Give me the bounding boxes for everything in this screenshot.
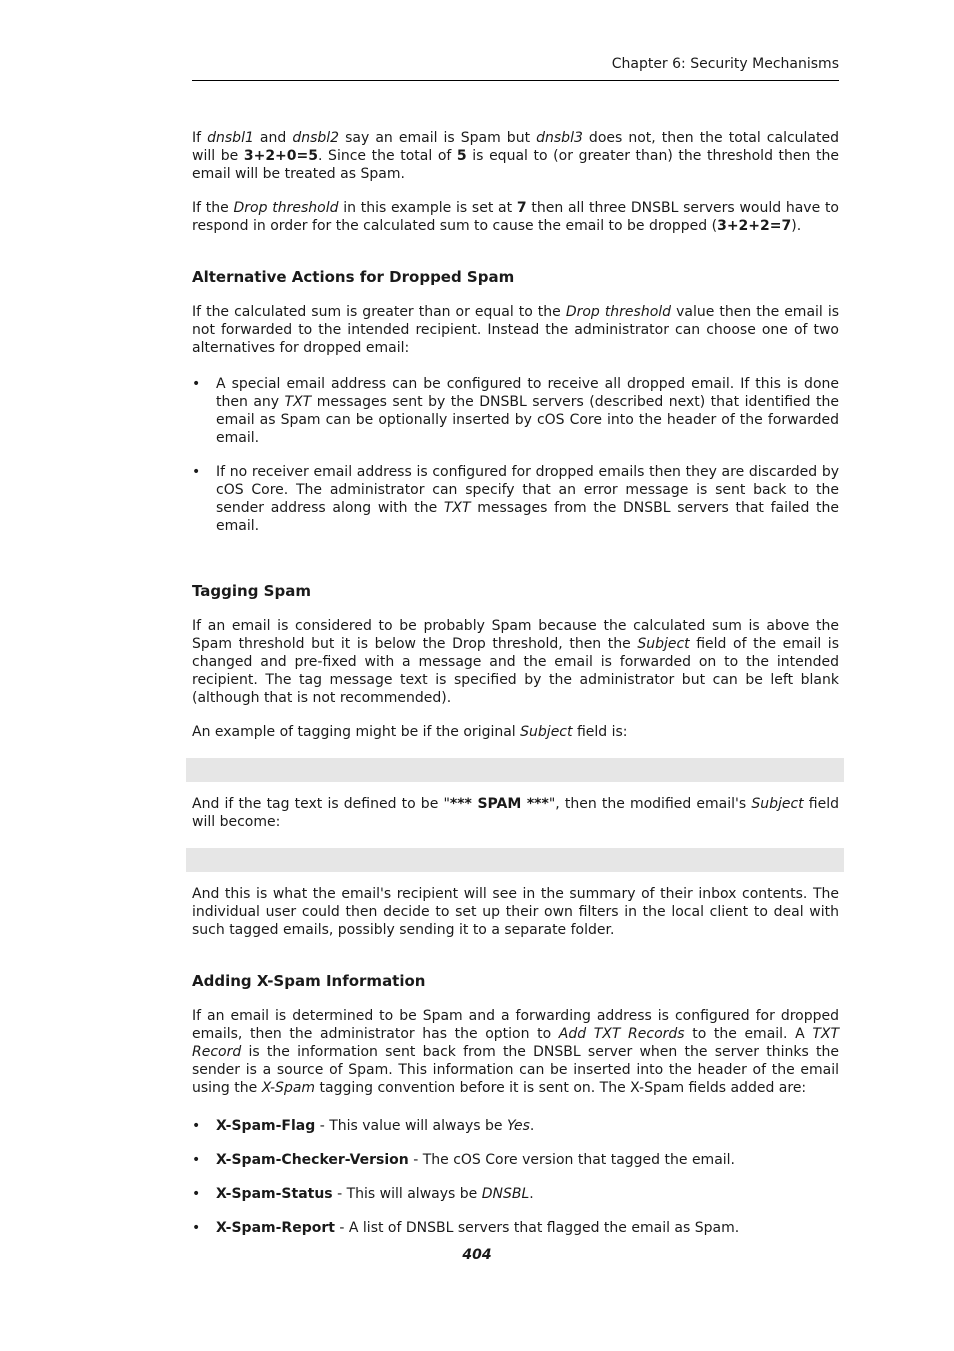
list-item: • A special email address can be configured to receive all dropped email. If this is done then any TXT messages sent by the DNSBL servers (described next) that identified the email as Spam can be optionally inserted by cOS Core into the header of the forwarded email. — [192, 376, 839, 446]
subject-example-box — [186, 758, 844, 782]
list-item: • If no receiver email address is configured for dropped emails then they are discarded by cOS Core. The administrator can specify that an error message is sent back to the sender address along with the TXT messages from the DNSBL servers that failed the email. — [192, 464, 839, 534]
dropped-alternatives-list — [192, 375, 839, 535]
paragraph-tagging: If an email is considered to be probably Spam because the calculated sum is above the Spam threshold but it is below the Drop threshold, then the Subject field of the email is changed and pre-fixed with a message and the email is forwarded on to the intended recipient. The tag message text is specified by the administrator but can be left blank (although that is not recommended). — [192, 618, 839, 706]
section-heading-x-spam: Adding X-Spam Information — [192, 972, 426, 990]
page-content — [192, 129, 839, 1237]
paragraph-dnsbl-example: If dnsbl1 and dnsbl2 say an email is Spam but dnsbl3 does not, then the total calculated will be 3+2+0=5. Since the total of 5 is equal to (or greater than) the threshold then the email will be treated as Spam. — [192, 130, 839, 182]
chapter-header: Chapter 6: Security Mechanisms — [611, 56, 839, 72]
page-number: 404 — [462, 1247, 492, 1263]
paragraph-tag-text: And if the tag text is defined to be "*** SPAM ***", then the modified email's Subject field will become: — [192, 796, 840, 830]
bullet-icon: • — [192, 464, 201, 480]
x-spam-fields-list — [192, 1117, 839, 1237]
bullet-icon: • — [192, 376, 201, 392]
list-item: • X-Spam-Report - A list of DNSBL servers that flagged the email as Spam. — [192, 1220, 740, 1236]
modified-subject-box — [186, 848, 844, 872]
paragraph-dropped-intro: If the calculated sum is greater than or equal to the Drop threshold value then the email is not forwarded to the intended recipient. Instead the administrator can choose one of two alternatives for dropped email: — [192, 304, 840, 356]
bullet-icon: • — [192, 1118, 201, 1134]
bullet-icon: • — [192, 1186, 201, 1202]
paragraph-tagging-example: An example of tagging might be if the original Subject field is: — [192, 724, 628, 740]
list-item: • X-Spam-Status - This will always be DNSBL. — [192, 1186, 534, 1202]
list-item: • X-Spam-Flag - This value will always be Yes. — [192, 1118, 535, 1134]
list-item: • X-Spam-Checker-Version - The cOS Core version that tagged the email. — [192, 1152, 735, 1168]
bullet-icon: • — [192, 1152, 201, 1168]
header-divider — [192, 80, 839, 81]
section-heading-dropped-spam: Alternative Actions for Dropped Spam — [192, 268, 515, 286]
paragraph-inbox-summary: And this is what the email's recipient will see in the summary of their inbox contents. The individual user could then decide to set up their own filters in the local client to deal with such tagged emails, possibly sending it to a separate folder. — [192, 886, 839, 938]
section-heading-tagging-spam: Tagging Spam — [192, 582, 311, 600]
paragraph-x-spam: If an email is determined to be Spam and a forwarding address is configured for dropped emails, then the administrator has the option to Add TXT Records to the email. A TXT Record is the information sent back from the DNSBL server when the server thinks the sender is a source of Spam. This information can be inserted into the header of the email using the X-Spam tagging convention before it is sent on. The X-Spam fields added are: — [192, 1008, 840, 1096]
bullet-icon: • — [192, 1220, 201, 1236]
paragraph-drop-threshold: If the Drop threshold in this example is set at 7 then all three DNSBL servers would have to respond in order for the calculated sum to cause the email to be dropped (3+2+2=7). — [192, 200, 839, 234]
